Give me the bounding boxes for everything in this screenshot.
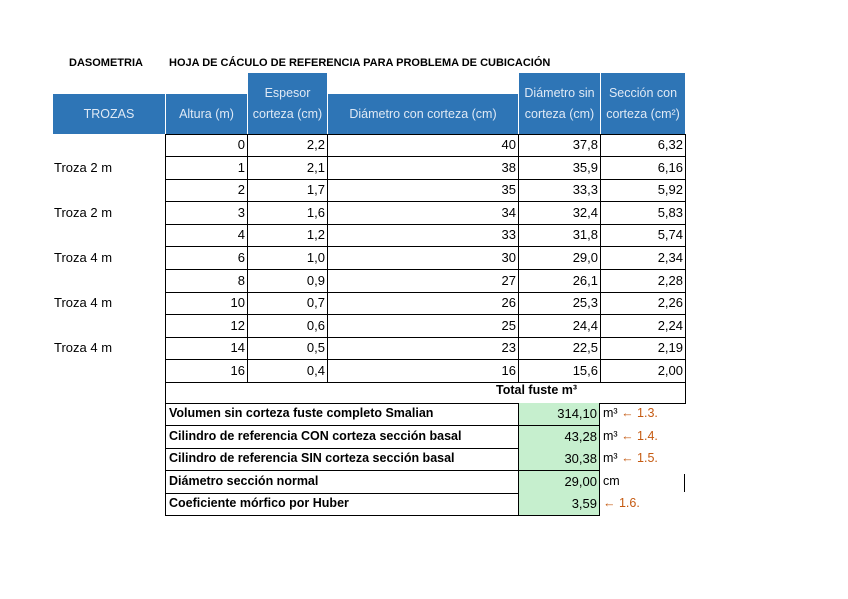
cell-diametro-sin[interactable]: 26,1: [518, 270, 600, 293]
cell-seccion[interactable]: 6,16: [600, 157, 686, 180]
cell-espesor[interactable]: 2,2: [247, 134, 327, 157]
cell-diametro-sin[interactable]: 25,3: [518, 292, 600, 315]
cell-cursor: [684, 474, 685, 492]
cell-diametro-sin[interactable]: 24,4: [518, 315, 600, 338]
summary-label[interactable]: Coeficiente mórfico por Huber: [165, 493, 519, 516]
cell-diametro-con[interactable]: 27: [327, 270, 518, 293]
summary-value[interactable]: 314,10: [518, 403, 600, 426]
header-trozas-label: TROZAS: [83, 106, 135, 121]
sheet-title-main: HOJA DE CÁCULO DE REFERENCIA PARA PROBLEMA DE CUBICACIÓN: [169, 57, 551, 69]
total-fuste-label: Total fuste m³: [496, 383, 578, 397]
cell-espesor[interactable]: 1,0: [247, 247, 327, 270]
cell-altura[interactable]: 10: [165, 292, 247, 315]
header-altura[interactable]: [166, 94, 247, 134]
summary-annotation: [603, 427, 658, 445]
cell-espesor[interactable]: 1,6: [247, 202, 327, 225]
summary-value[interactable]: 43,28: [518, 426, 600, 449]
summary-unit: m³: [603, 451, 618, 465]
cell-altura[interactable]: 8: [165, 270, 247, 293]
summary-reference-arrow: ← 1.6.: [603, 496, 640, 510]
cell-seccion[interactable]: 5,92: [600, 179, 686, 202]
cell-espesor[interactable]: 1,7: [247, 179, 327, 202]
summary-label[interactable]: Volumen sin corteza fuste completo Smalian: [165, 403, 519, 426]
header-seccion-label: Sección con corteza (cm²): [606, 85, 680, 121]
header-trozas[interactable]: [53, 94, 165, 134]
summary-unit: cm: [603, 474, 620, 488]
cell-diametro-con[interactable]: 25: [327, 315, 518, 338]
header-diametro-sin[interactable]: [519, 73, 600, 134]
header-diametro-con-label: Diámetro con corteza (cm): [349, 106, 497, 121]
summary-reference-arrow: ← 1.5.: [621, 451, 658, 465]
summary-value[interactable]: 3,59: [518, 493, 600, 516]
cell-seccion[interactable]: 5,74: [600, 224, 686, 247]
cell-diametro-sin[interactable]: 15,6: [518, 360, 600, 383]
summary-unit: m³: [603, 429, 618, 443]
cell-diametro-con[interactable]: 30: [327, 247, 518, 270]
troza-label[interactable]: Troza 4 m: [54, 250, 113, 265]
cell-altura[interactable]: 0: [165, 134, 247, 157]
summary-reference-arrow: ← 1.3.: [621, 406, 658, 420]
cell-seccion[interactable]: 2,26: [600, 292, 686, 315]
cell-espesor[interactable]: 1,2: [247, 224, 327, 247]
cell-diametro-con[interactable]: 16: [327, 360, 518, 383]
cell-altura[interactable]: 4: [165, 224, 247, 247]
cell-diametro-con[interactable]: 35: [327, 179, 518, 202]
summary-annotation: [603, 449, 658, 467]
cell-seccion[interactable]: 2,19: [600, 337, 686, 360]
summary-unit: m³: [603, 406, 618, 420]
cell-seccion[interactable]: 2,00: [600, 360, 686, 383]
header-espesor-label: Espesor corteza (cm): [252, 85, 323, 121]
cell-diametro-con[interactable]: 38: [327, 157, 518, 180]
cell-diametro-sin[interactable]: 37,8: [518, 134, 600, 157]
summary-annotation: [603, 494, 640, 512]
header-espesor[interactable]: [248, 73, 327, 134]
summary-value[interactable]: 29,00: [518, 471, 600, 494]
total-row: [165, 380, 686, 404]
summary-value[interactable]: 30,38: [518, 448, 600, 471]
cell-diametro-sin[interactable]: 29,0: [518, 247, 600, 270]
cell-altura[interactable]: 12: [165, 315, 247, 338]
cell-seccion[interactable]: 2,24: [600, 315, 686, 338]
cell-seccion[interactable]: 6,32: [600, 134, 686, 157]
cell-espesor[interactable]: 0,5: [247, 337, 327, 360]
header-altura-label: Altura (m): [179, 106, 234, 121]
cell-altura[interactable]: 1: [165, 157, 247, 180]
summary-reference-arrow: ← 1.4.: [621, 429, 658, 443]
header-seccion[interactable]: [601, 73, 685, 134]
cell-diametro-con[interactable]: 40: [327, 134, 518, 157]
troza-label[interactable]: Troza 4 m: [54, 295, 113, 310]
header-diametro-con[interactable]: [328, 94, 518, 134]
cell-diametro-con[interactable]: 34: [327, 202, 518, 225]
cell-altura[interactable]: 14: [165, 337, 247, 360]
cell-seccion[interactable]: 5,83: [600, 202, 686, 225]
cell-espesor[interactable]: 2,1: [247, 157, 327, 180]
cell-diametro-con[interactable]: 26: [327, 292, 518, 315]
cell-espesor[interactable]: 0,9: [247, 270, 327, 293]
cell-seccion[interactable]: 2,28: [600, 270, 686, 293]
summary-annotation: [603, 472, 620, 490]
cell-diametro-con[interactable]: 23: [327, 337, 518, 360]
cell-altura[interactable]: 16: [165, 360, 247, 383]
cell-diametro-sin[interactable]: 35,9: [518, 157, 600, 180]
cell-diametro-sin[interactable]: 31,8: [518, 224, 600, 247]
cell-altura[interactable]: 3: [165, 202, 247, 225]
header-diametro-sin-label: Diámetro sin corteza (cm): [524, 85, 595, 121]
cell-altura[interactable]: 6: [165, 247, 247, 270]
summary-label[interactable]: Diámetro sección normal: [165, 471, 519, 494]
cell-espesor[interactable]: 0,4: [247, 360, 327, 383]
cell-espesor[interactable]: 0,6: [247, 315, 327, 338]
troza-label[interactable]: Troza 4 m: [54, 340, 113, 355]
summary-label[interactable]: Cilindro de referencia SIN corteza sección basal: [165, 448, 519, 471]
summary-annotation: [603, 404, 658, 422]
cell-altura[interactable]: 2: [165, 179, 247, 202]
cell-diametro-sin[interactable]: 33,3: [518, 179, 600, 202]
sheet-title-left: DASOMETRIA: [69, 57, 143, 69]
cell-diametro-con[interactable]: 33: [327, 224, 518, 247]
cell-diametro-sin[interactable]: 32,4: [518, 202, 600, 225]
cell-seccion[interactable]: 2,34: [600, 247, 686, 270]
cell-diametro-sin[interactable]: 22,5: [518, 337, 600, 360]
troza-label[interactable]: Troza 2 m: [54, 205, 113, 220]
summary-label[interactable]: Cilindro de referencia CON corteza sección basal: [165, 426, 519, 449]
cell-espesor[interactable]: 0,7: [247, 292, 327, 315]
troza-label[interactable]: Troza 2 m: [54, 160, 113, 175]
